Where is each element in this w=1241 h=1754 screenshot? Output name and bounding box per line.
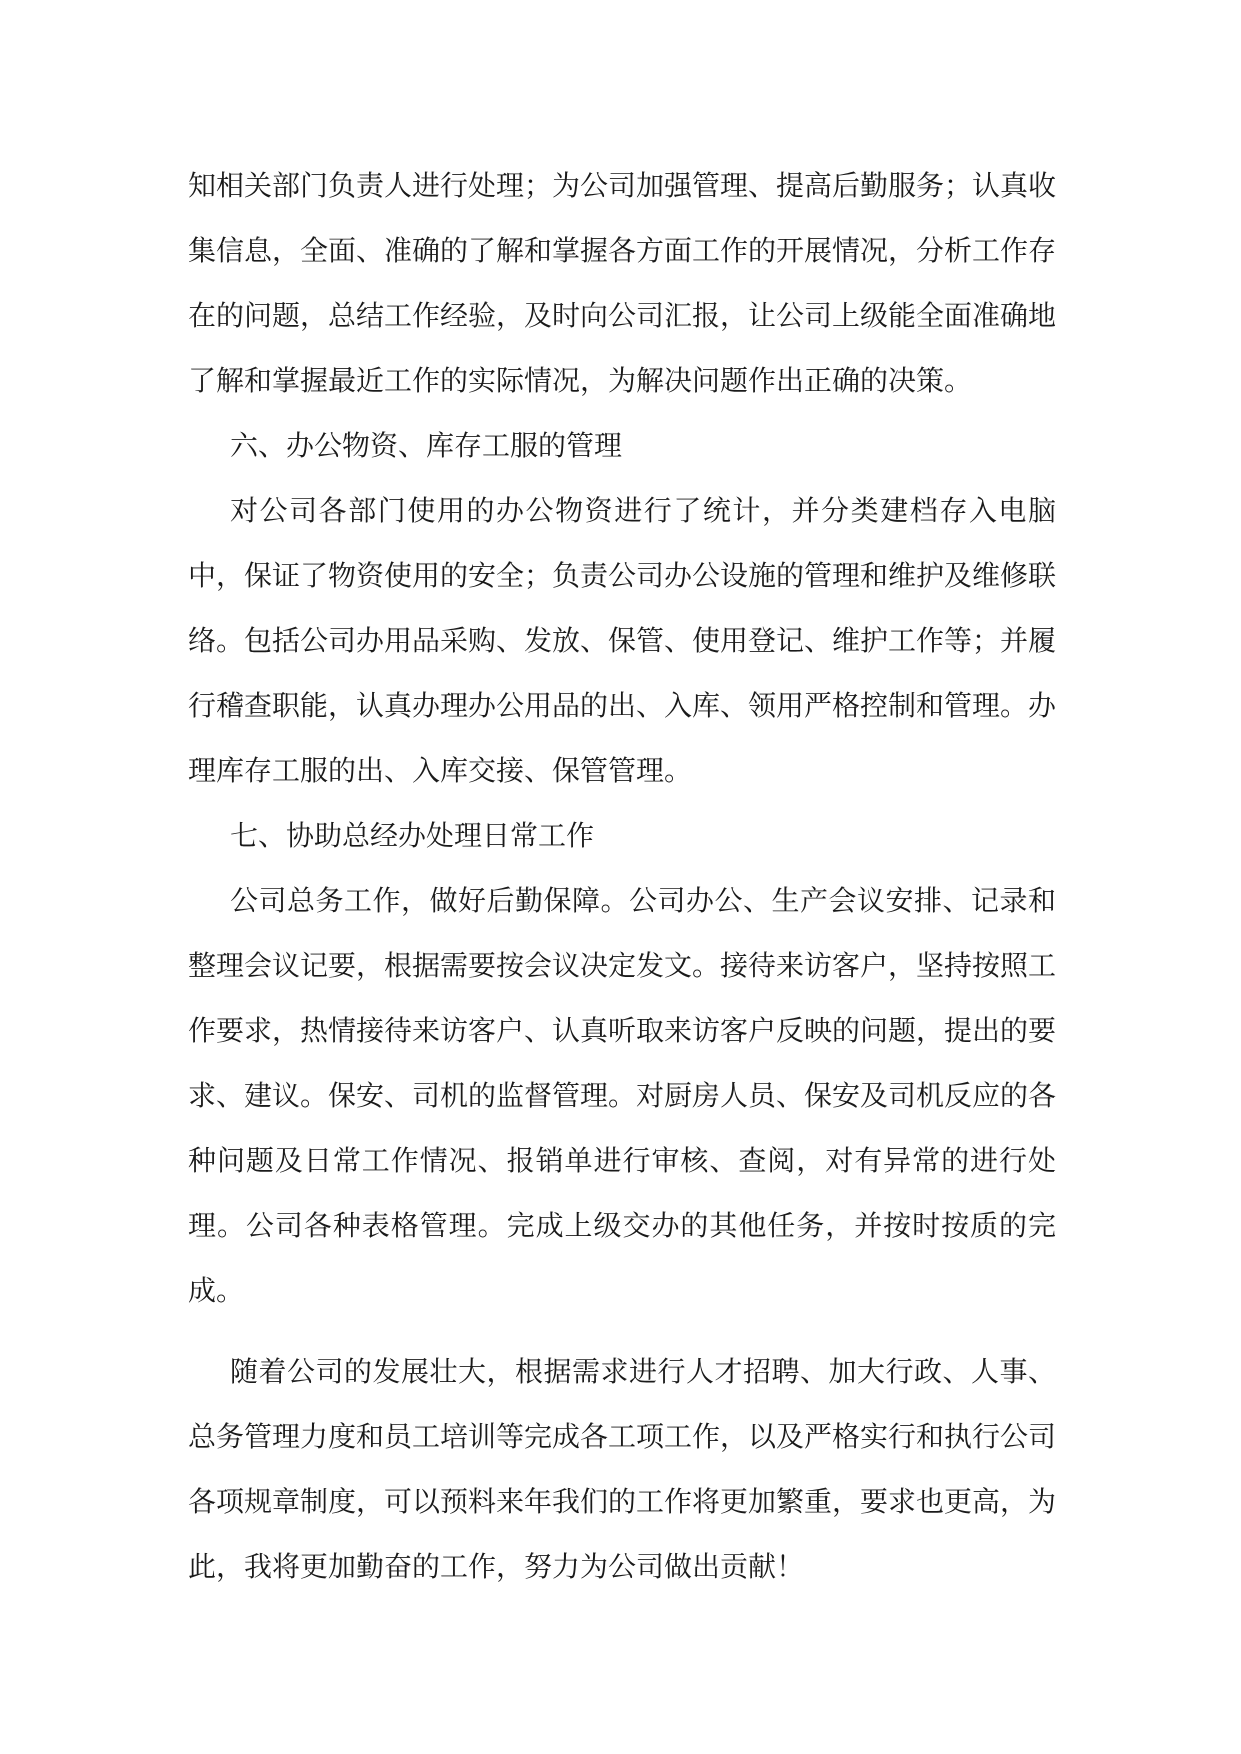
section-heading-six: 六、办公物资、库存工服的管理 <box>230 429 623 462</box>
document-body <box>188 153 1056 1599</box>
section-heading-seven: 七、协助总经办处理日常工作 <box>230 819 595 852</box>
paragraph-continuation: 知相关部门负责人进行处理；为公司加强管理、提高后勤服务；认真收集信息，全面、准确的了解和掌握各方面工作的开展情况，分析工作存在的问题，总结工作经验，及时向公司汇报，让公司上级能全面准确地了解和掌握最近工作的实际情况，为解决问题作出正确的决策。 <box>188 169 1057 397</box>
paragraph-conclusion: 随着公司的发展壮大，根据需求进行人才招聘、加大行政、人事、总务管理力度和员工培训等完成各工项工作，以及严格实行和执行公司各项规章制度，可以预料来年我们的工作将更加繁重，要求也更高，为此，我将更加勤奋的工作，努力为公司做出贡献！ <box>188 1355 1057 1583</box>
paragraph-gap <box>188 1323 1056 1339</box>
paragraph-daily-work: 公司总务工作，做好后勤保障。公司办公、生产会议安排、记录和整理会议记要，根据需要按会议决定发文。接待来访客户，坚持按照工作要求，热情接待来访客户、认真听取来访客户反映的问题，提出的要求、建议。保安、司机的监督管理。对厨房人员、保安及司机反应的各种问题及日常工作情况、报销单进行审核、查阅，对有异常的进行处理。公司各种表格管理。完成上级交办的其他任务，并按时按质的完成。 <box>188 884 1057 1307</box>
paragraph-office-supplies: 对公司各部门使用的办公物资进行了统计，并分类建档存入电脑中，保证了物资使用的安全；负责公司办公设施的管理和维护及维修联络。包括公司办用品采购、发放、保管、使用登记、维护工作等；并履行稽查职能，认真办理办公用品的出、入库、领用严格控制和管理。办理库存工服的出、入库交接、保管管理。 <box>188 494 1057 787</box>
